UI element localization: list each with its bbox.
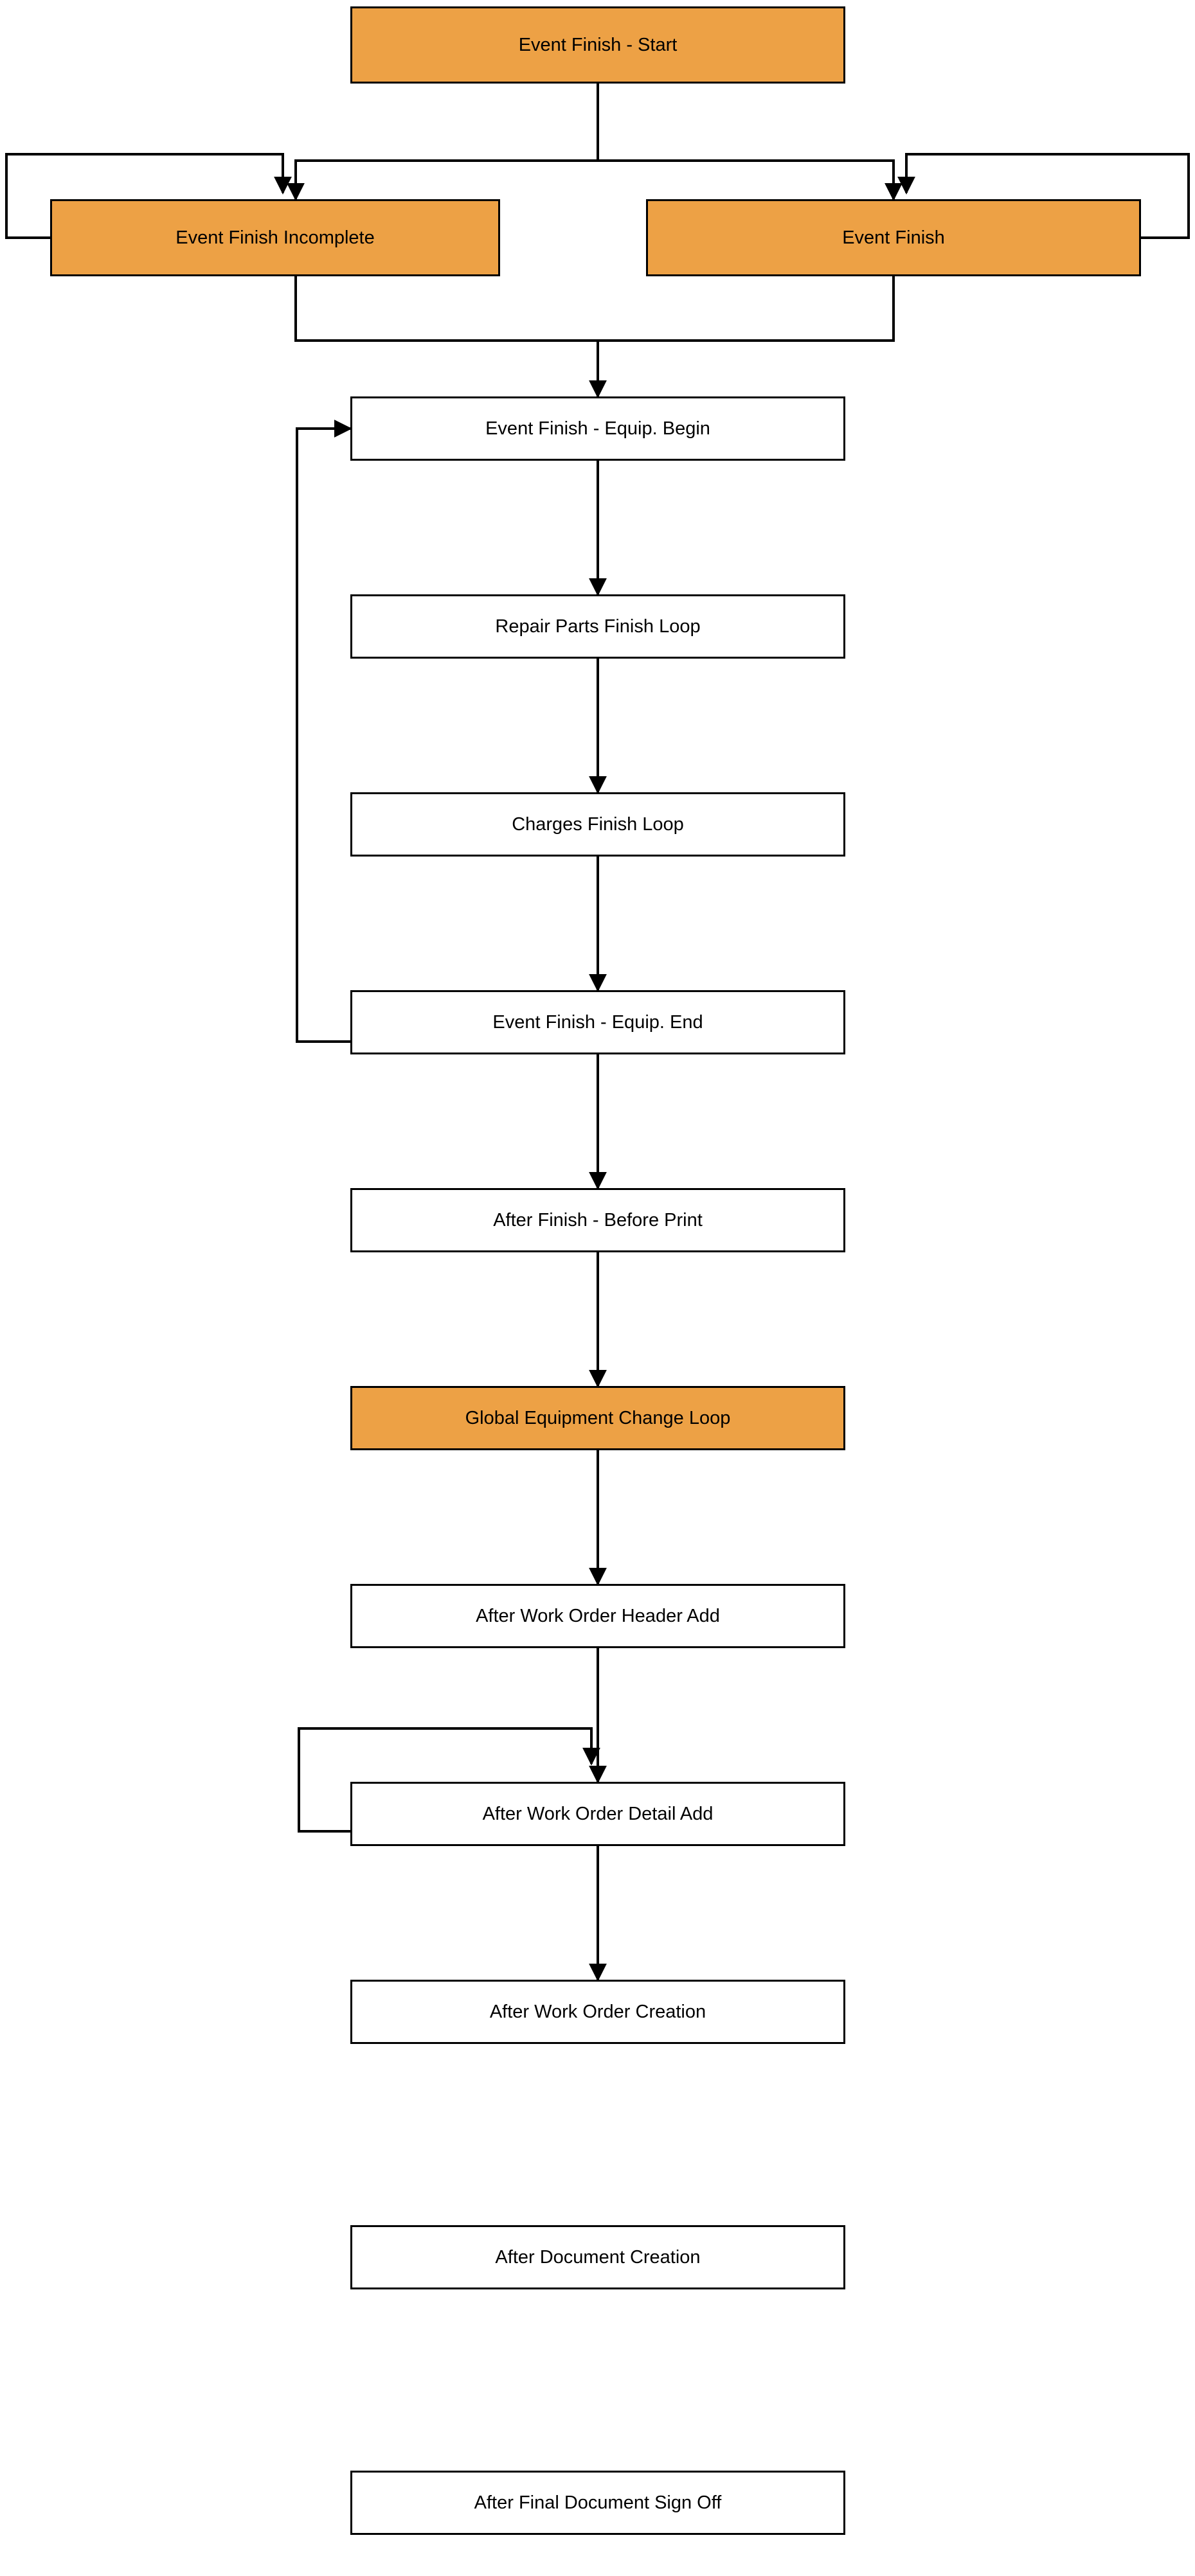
node-label: Event Finish - Equip. Begin [485, 418, 710, 439]
node-after-work-order-header-add[interactable] [350, 1584, 845, 1648]
node-label: After Document Creation [495, 2246, 701, 2268]
node-label: Global Equipment Change Loop [465, 1407, 731, 1428]
node-label: Charges Finish Loop [512, 813, 684, 835]
node-label: Event Finish [842, 227, 945, 248]
node-label: Repair Parts Finish Loop [495, 616, 701, 637]
edge-start-to-event-finish [598, 161, 894, 199]
node-label: After Work Order Creation [489, 2001, 706, 2022]
node-label: After Final Document Sign Off [474, 2492, 722, 2513]
edge-merge-bar [296, 276, 894, 341]
node-event-finish-incomplete[interactable] [50, 199, 500, 276]
node-label: After Work Order Header Add [476, 1605, 720, 1626]
node-label: After Finish - Before Print [493, 1209, 703, 1230]
node-event-finish[interactable] [646, 199, 1141, 276]
node-event-finish-start[interactable] [350, 6, 845, 84]
node-label: After Work Order Detail Add [482, 1803, 714, 1824]
node-after-finish-before-print[interactable] [350, 1188, 845, 1252]
node-after-work-order-creation[interactable] [350, 1980, 845, 2044]
node-global-equipment-change-loop[interactable] [350, 1386, 845, 1450]
edge-start-to-incomplete [296, 161, 598, 199]
node-label: Event Finish - Start [518, 34, 678, 55]
node-after-document-creation[interactable] [350, 2225, 845, 2289]
node-event-finish-equip-end[interactable] [350, 990, 845, 1054]
node-label: Event Finish - Equip. End [492, 1011, 703, 1033]
node-event-finish-equip-begin[interactable] [350, 396, 845, 461]
edge-equip-end-loopback [297, 429, 350, 1042]
node-label: Event Finish Incomplete [175, 227, 375, 248]
node-repair-parts-finish-loop[interactable] [350, 594, 845, 659]
node-after-final-document-sign-off[interactable] [350, 2471, 845, 2535]
node-after-work-order-detail-add[interactable] [350, 1782, 845, 1846]
node-charges-finish-loop[interactable] [350, 792, 845, 857]
